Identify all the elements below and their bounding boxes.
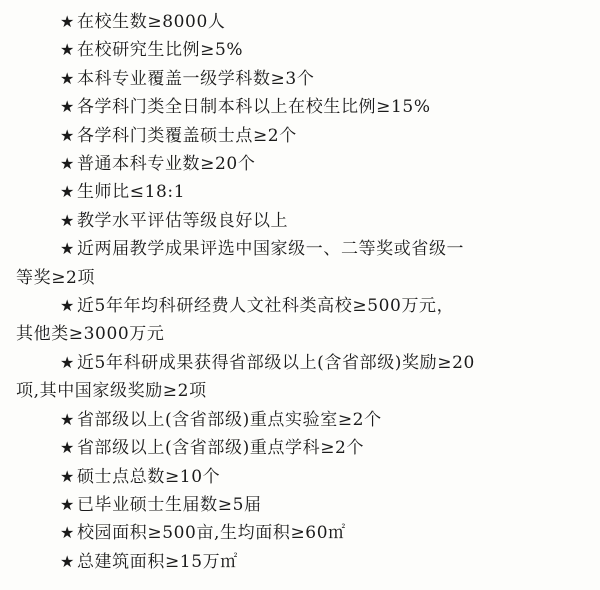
star-icon: ★ <box>60 12 75 31</box>
star-icon: ★ <box>60 239 75 259</box>
criteria-list <box>16 8 586 576</box>
criteria-item <box>16 406 586 434</box>
criteria-item <box>16 150 586 178</box>
criteria-text: 普通本科专业数≥20个 <box>76 154 256 175</box>
criteria-item <box>16 8 586 36</box>
star-icon: ★ <box>60 182 75 202</box>
criteria-text: 已毕业硕士生届数≥5届 <box>76 494 262 515</box>
criteria-item <box>16 349 586 406</box>
criteria-text: 各学科门类全日制本科以上在校生比例≥15% <box>76 97 431 118</box>
criteria-text: 生师比≤18:1 <box>76 182 186 203</box>
criteria-text: 各学科门类覆盖硕士点≥2个 <box>76 125 297 146</box>
star-icon: ★ <box>60 296 75 316</box>
criteria-item <box>16 36 586 64</box>
star-icon: ★ <box>60 551 75 571</box>
criteria-item <box>16 519 586 547</box>
criteria-text-continued: 项,其中国家级奖励≥2项 <box>16 381 207 402</box>
star-icon: ★ <box>60 210 75 230</box>
star-icon: ★ <box>60 125 75 145</box>
criteria-item <box>16 434 586 462</box>
criteria-text: 硕士点总数≥10个 <box>76 466 221 487</box>
criteria-text: 教学水平评估等级良好以上 <box>76 210 289 231</box>
criteria-item <box>16 207 586 235</box>
star-icon: ★ <box>60 40 75 60</box>
criteria-text: 近5年年均科研经费人文社科类高校≥500万元， <box>76 296 455 317</box>
star-icon: ★ <box>60 352 75 372</box>
criteria-text: 近5年科研成果获得省部级以上(含省部级)奖励≥20 <box>76 352 475 373</box>
star-icon: ★ <box>60 154 75 174</box>
criteria-item <box>16 65 586 93</box>
criteria-text: 近两届教学成果评选中国家级一、二等奖或省级一 <box>76 239 465 260</box>
criteria-text: 总建筑面积≥15万㎡ <box>76 551 238 572</box>
criteria-text: 校园面积≥500亩,生均面积≥60㎡ <box>76 523 346 544</box>
criteria-text-continued: 其他类≥3000万元 <box>16 324 165 345</box>
criteria-item <box>16 122 586 150</box>
criteria-text: 在校研究生比例≥5% <box>76 40 244 61</box>
criteria-text: 省部级以上(含省部级)重点学科≥2个 <box>76 438 365 459</box>
star-icon: ★ <box>60 438 75 458</box>
criteria-item <box>16 292 586 349</box>
criteria-text: 在校生数≥8000人 <box>76 12 226 32</box>
criteria-item <box>16 463 586 491</box>
star-icon: ★ <box>60 466 75 486</box>
criteria-item <box>16 235 586 292</box>
criteria-item <box>16 178 586 206</box>
criteria-item <box>16 548 586 576</box>
criteria-item <box>16 491 586 519</box>
star-icon: ★ <box>60 97 75 117</box>
criteria-text: 省部级以上(含省部级)重点实验室≥2个 <box>76 409 382 430</box>
star-icon: ★ <box>60 409 75 429</box>
criteria-item <box>16 93 586 121</box>
criteria-text-continued: 等奖≥2项 <box>16 267 96 288</box>
star-icon: ★ <box>60 523 75 543</box>
star-icon: ★ <box>60 494 75 514</box>
criteria-text: 本科专业覆盖一级学科数≥3个 <box>76 68 315 89</box>
star-icon: ★ <box>60 68 75 88</box>
